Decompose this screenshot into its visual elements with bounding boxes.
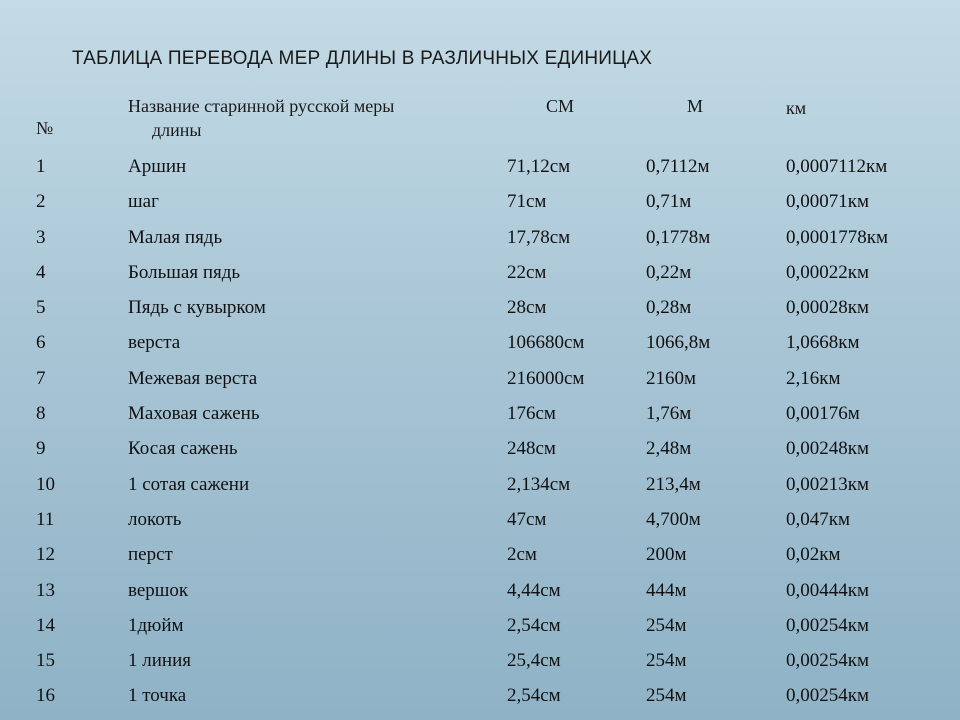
value-m: 2,48м: [646, 438, 692, 460]
measure-name: локоть: [128, 508, 182, 530]
value-km: 1,0668км: [786, 332, 860, 354]
row-number: 10: [36, 473, 55, 495]
measure-name: 1 точка: [128, 685, 187, 707]
table-row: [0, 184, 960, 219]
value-cm: 176см: [507, 403, 556, 425]
value-m: 200м: [646, 544, 687, 566]
row-number: 14: [36, 614, 55, 636]
value-m: 4,700м: [646, 508, 701, 530]
value-m: 0,1778м: [646, 226, 711, 248]
table-row: [0, 149, 960, 184]
measure-name: Пядь с кувырком: [128, 297, 266, 319]
value-km: 0,0001778км: [786, 226, 889, 248]
measure-name: шаг: [128, 191, 159, 213]
value-m: 254м: [646, 650, 687, 672]
measure-name: Аршин: [128, 156, 187, 177]
table-row: [0, 608, 960, 643]
column-header-cm: СМ: [546, 96, 575, 116]
column-header-name: [128, 94, 468, 142]
value-km: 0,00444км: [786, 579, 870, 601]
row-number: 13: [36, 579, 55, 601]
value-cm: 25,4см: [507, 650, 561, 672]
value-m: 2160м: [646, 367, 697, 389]
value-m: 213,4м: [646, 473, 701, 495]
row-number: 15: [36, 650, 55, 672]
page-title: ТАБЛИЦА ПЕРЕВОДА МЕР ДЛИНЫ В РАЗЛИЧНЫХ ЕДИНИЦАХ: [72, 48, 653, 69]
value-cm: 4,44см: [507, 579, 561, 601]
column-header-m: М: [687, 96, 704, 116]
row-number: 12: [36, 544, 55, 566]
value-m: 1066,8м: [646, 332, 711, 354]
value-m: 0,71м: [646, 191, 692, 213]
measure-name: Маховая сажень: [128, 403, 260, 425]
row-number: 16: [36, 685, 55, 707]
table-row: [0, 290, 960, 325]
value-cm: 2см: [507, 544, 537, 566]
measure-name: вершок: [128, 579, 189, 601]
measure-name: перст: [128, 544, 173, 566]
table-row: [0, 502, 960, 537]
value-m: 444м: [646, 579, 687, 601]
row-number: 4: [36, 261, 46, 283]
value-m: 0,28м: [646, 297, 692, 319]
value-cm: 2,54см: [507, 614, 561, 636]
value-cm: 106680см: [507, 332, 585, 354]
row-number: 8: [36, 403, 46, 425]
row-number: 9: [36, 438, 46, 460]
value-cm: 47см: [507, 508, 547, 530]
value-m: 254м: [646, 685, 687, 707]
table-row: [0, 643, 960, 678]
table-row: [0, 255, 960, 290]
value-km: 0,02км: [786, 544, 841, 566]
value-km: 0,00176м: [786, 403, 860, 425]
value-cm: 17,78см: [507, 226, 571, 248]
measure-name: 1дюйм: [128, 614, 184, 636]
value-m: 0,22м: [646, 261, 692, 283]
column-header-name-line2: длины: [152, 120, 202, 140]
value-km: 0,00071км: [786, 191, 870, 213]
table-row: [0, 678, 960, 713]
table-row: [0, 573, 960, 608]
value-m: 0,7112м: [646, 156, 710, 177]
value-cm: 22см: [507, 261, 547, 283]
value-cm: 28см: [507, 297, 547, 319]
value-cm: 216000см: [507, 367, 585, 389]
value-km: 0,00248км: [786, 438, 870, 460]
row-number: 7: [36, 367, 46, 389]
table-row: [0, 537, 960, 572]
value-m: 254м: [646, 614, 687, 636]
row-number: 2: [36, 191, 46, 213]
value-m: 1,76м: [646, 403, 692, 425]
table-row: [0, 431, 960, 466]
measure-name: верста: [128, 332, 181, 354]
value-cm: 2,54см: [507, 685, 561, 707]
value-km: 0,00028км: [786, 297, 870, 319]
table-row: [0, 467, 960, 502]
value-km: 0,00254км: [786, 650, 870, 672]
value-cm: 71,12см: [507, 156, 571, 177]
table-row: [0, 396, 960, 431]
table-row: [0, 325, 960, 360]
value-cm: 71см: [507, 191, 547, 213]
row-number: 3: [36, 226, 46, 248]
column-header-name-line1: Название старинной русской меры: [128, 96, 395, 116]
value-km: 0,00254км: [786, 685, 870, 707]
measure-name: Косая сажень: [128, 438, 238, 460]
row-number: 1: [36, 156, 46, 177]
measure-name: Малая пядь: [128, 226, 223, 248]
column-header-number: №: [36, 118, 54, 138]
measure-name: Большая пядь: [128, 261, 241, 283]
row-number: 5: [36, 297, 46, 319]
value-cm: 2,134см: [507, 473, 571, 495]
conversion-table-body: [0, 149, 960, 714]
value-km: 0,0007112км: [786, 156, 888, 177]
measure-name: 1 линия: [128, 650, 191, 672]
value-km: 2,16км: [786, 367, 841, 389]
row-number: 11: [36, 508, 55, 530]
value-km: 0,00022км: [786, 261, 870, 283]
table-row: [0, 220, 960, 255]
table-row: [0, 361, 960, 396]
column-header-km: км: [786, 98, 807, 118]
value-cm: 248см: [507, 438, 556, 460]
value-km: 0,00254км: [786, 614, 870, 636]
measure-name: 1 сотая сажени: [128, 473, 250, 495]
row-number: 6: [36, 332, 46, 354]
value-km: 0,047км: [786, 508, 851, 530]
measure-name: Межевая верста: [128, 367, 258, 389]
value-km: 0,00213км: [786, 473, 870, 495]
